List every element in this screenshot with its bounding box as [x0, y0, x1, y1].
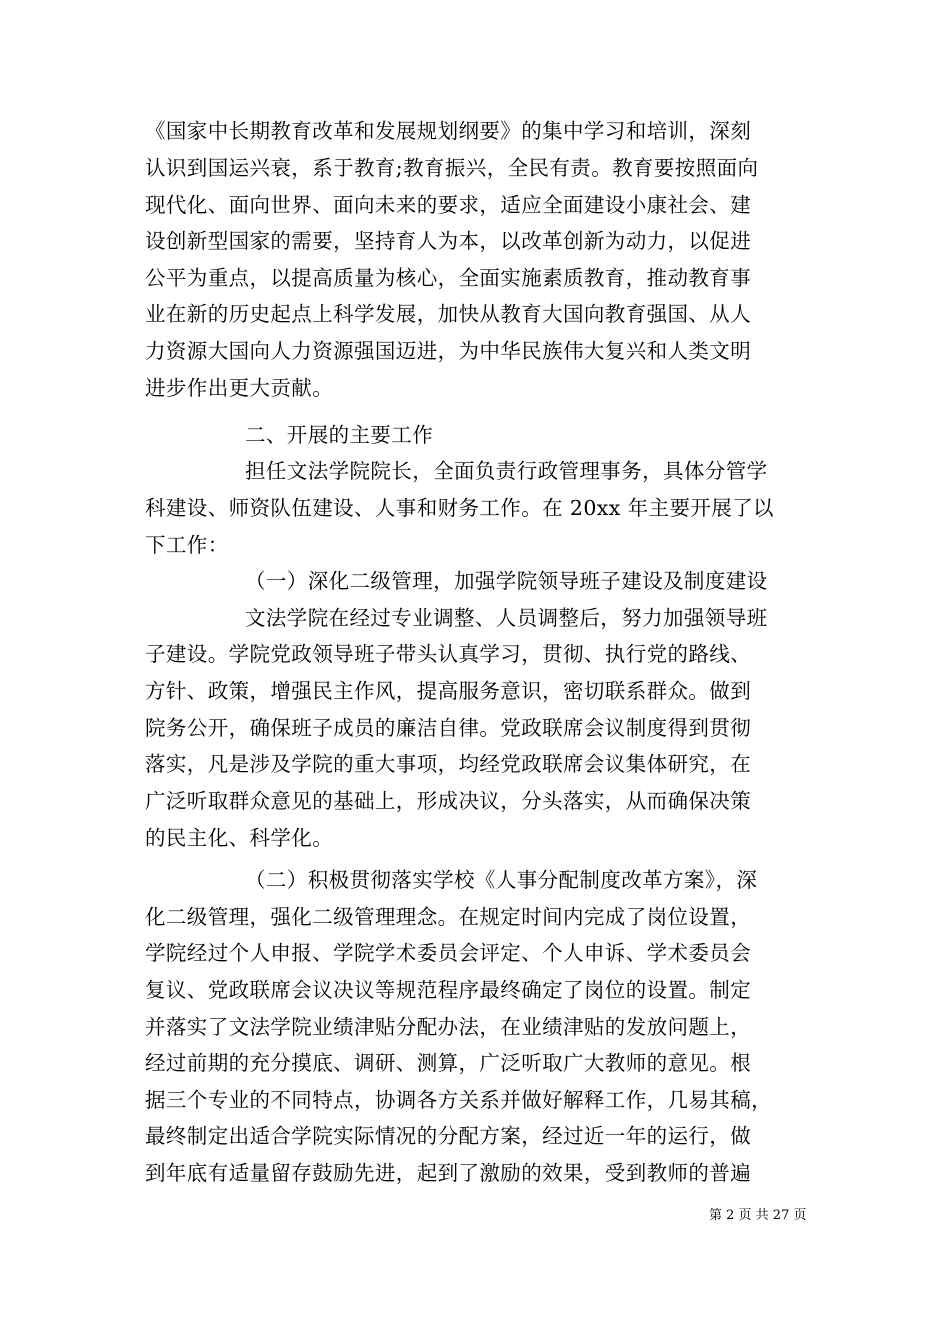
body-text-line: 最终制定出适合学院实际情况的分配方案，经过近一年的运行，做 [145, 1124, 752, 1148]
body-text-line: 力资源大国向人力资源强国迈进，为中华民族伟大复兴和人类文明 [145, 339, 752, 363]
body-text-line: （二）积极贯彻落实学校《人事分配制度改革方案》，深 [245, 868, 758, 892]
body-text-line: 广泛听取群众意见的基础上，形成决议，分头落实，从而确保决策 [145, 789, 752, 813]
section-heading: 二、开展的主要工作 [245, 423, 434, 447]
body-text-line: 到年底有适量留存鼓励先进，起到了激励的效果，受到教师的普遍 [145, 1161, 752, 1185]
subsection-heading: （一）深化二级管理，加强学院领导班子建设及制度建设 [245, 569, 768, 593]
body-text-line: 经过前期的充分摸底、调研、测算，广泛听取广大教师的意见。根 [145, 1051, 752, 1075]
body-text-line: 文法学院在经过专业调整、人员调整后，努力加强领导班 [245, 606, 768, 630]
body-text-line: 《国家中长期教育改革和发展规划纲要》的集中学习和培训，深刻 [145, 119, 752, 143]
body-text-line: 担任文法学院院长，全面负责行政管理事务，具体分管学 [245, 459, 768, 483]
body-text-line: 学院经过个人申报、学院学术委员会评定、个人申诉、学术委员会 [145, 941, 752, 965]
body-text-line: 认识到国运兴衰，系于教育;教育振兴，全民有责。教育要按照面向 [145, 156, 759, 180]
body-text-line: 并落实了文法学院业绩津贴分配办法，在业绩津贴的发放问题上， [145, 1015, 752, 1039]
body-text-line: 院务公开，确保班子成员的廉洁自律。党政联席会议制度得到贯彻 [145, 716, 752, 740]
body-text-line: 的民主化、科学化。 [145, 826, 334, 850]
page-number-footer: 第 2 页 共 27 页 [709, 1208, 807, 1223]
body-text-line: 进步作出更大贡献。 [145, 376, 334, 400]
body-text-line: 公平为重点，以提高质量为核心，全面实施素质教育，推动教育事 [145, 266, 752, 290]
body-text-line: 化二级管理，强化二级管理理念。在规定时间内完成了岗位设置， [145, 905, 752, 929]
body-text-line: 复议、党政联席会议决议等规范程序最终确定了岗位的设置。制定 [145, 978, 752, 1002]
body-text-line: 下工作： [145, 533, 229, 557]
body-text-line: 方针、政策，增强民主作风，提高服务意识，密切联系群众。做到 [145, 679, 752, 703]
body-text-line: 现代化、面向世界、面向未来的要求，适应全面建设小康社会、建 [145, 193, 752, 217]
body-text-line: 落实，凡是涉及学院的重大事项，均经党政联席会议集体研究，在 [145, 752, 752, 776]
body-text-line: 设创新型国家的需要，坚持育人为本，以改革创新为动力，以促进 [145, 229, 752, 253]
body-text-line: 业在新的历史起点上科学发展，加快从教育大国向教育强国、从人 [145, 302, 752, 326]
body-text-line: 据三个专业的不同特点，协调各方关系并做好解释工作，几易其稿， [145, 1088, 772, 1112]
body-text-line: 子建设。学院党政领导班子带头认真学习，贯彻、执行党的路线、 [145, 642, 752, 666]
body-text-line: 科建设、师资队伍建设、人事和财务工作。在 20xx 年主要开展了以 [145, 496, 774, 520]
